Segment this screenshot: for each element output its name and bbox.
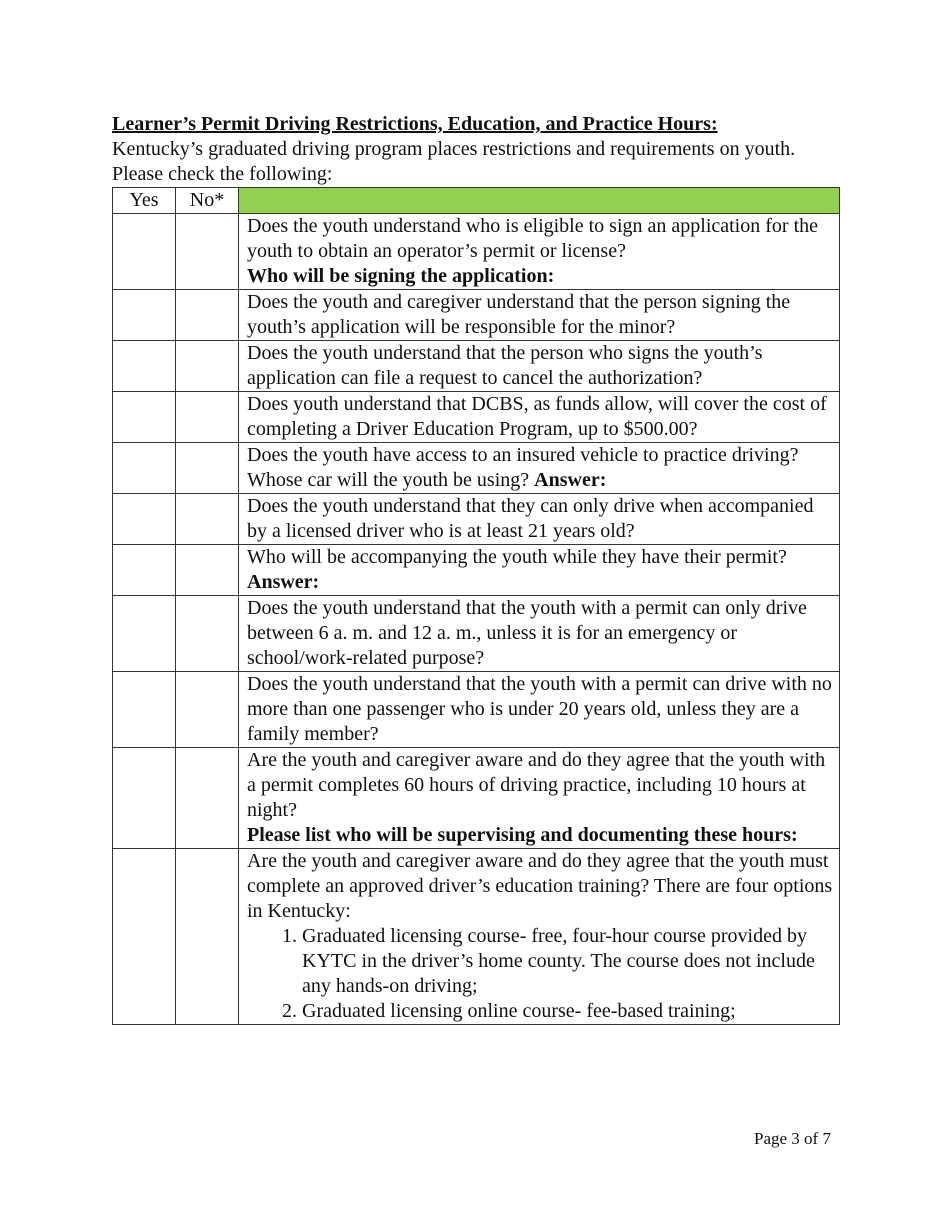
question-cell [239,494,840,545]
table-row [113,849,840,1025]
no-checkbox-cell[interactable] [176,341,239,392]
training-options-list [247,924,833,1024]
answer-prompt: Answer: [247,571,320,593]
no-checkbox-cell[interactable] [176,748,239,849]
no-checkbox-cell[interactable] [176,214,239,290]
table-row [113,214,840,290]
yes-checkbox-cell[interactable] [113,849,176,1025]
yes-column-header: Yes [113,188,176,214]
no-column-header: No* [176,188,239,214]
question-cell [239,392,840,443]
no-checkbox-cell[interactable] [176,290,239,341]
question-cell [239,596,840,672]
question-cell [239,341,840,392]
yes-checkbox-cell[interactable] [113,214,176,290]
answer-prompt: Answer: [534,469,607,491]
list-item: 2. Graduated licensing online course- fee-based training; [302,999,833,1024]
no-checkbox-cell[interactable] [176,545,239,596]
question-text: Does youth understand that DCBS, as funds allow, will cover the cost of completing a Driver Education Program, up to $500.00? [247,393,827,440]
table-row [113,596,840,672]
table-row [113,290,840,341]
question-cell [239,290,840,341]
question-text: Does the youth understand that the youth with a permit can only drive between 6 a. m. and 12 a. m., unless it is for an emergency or school/work-related purpose? [247,597,807,669]
no-checkbox-cell[interactable] [176,849,239,1025]
no-checkbox-cell[interactable] [176,672,239,748]
question-cell [239,214,840,290]
yes-checkbox-cell[interactable] [113,672,176,748]
table-row [113,545,840,596]
table-row [113,494,840,545]
table-header-row [113,188,840,214]
no-checkbox-cell[interactable] [176,392,239,443]
yes-checkbox-cell[interactable] [113,290,176,341]
question-text: Does the youth understand that the youth with a permit can drive with no more than one passenger who is under 20 years old, unless they are a family member? [247,673,832,745]
page-number: Page 3 of 7 [754,1129,831,1148]
table-row [113,392,840,443]
question-text: Does the youth understand who is eligible to sign an application for the youth to obtain an operator’s permit or license? [247,215,818,262]
yes-checkbox-cell[interactable] [113,545,176,596]
question-text: Are the youth and caregiver aware and do they agree that the youth with a permit completes 60 hours of driving practice, including 10 hours at night? [247,749,826,821]
no-checkbox-cell[interactable] [176,494,239,545]
question-cell [239,672,840,748]
yes-checkbox-cell[interactable] [113,596,176,672]
question-column-header [239,188,840,214]
table-row [113,748,840,849]
checklist-table [112,187,840,1025]
yes-checkbox-cell[interactable] [113,443,176,494]
form-section [112,112,839,1025]
table-row [113,341,840,392]
section-heading: Learner’s Permit Driving Restrictions, Education, and Practice Hours: [112,113,718,135]
question-text: Does the youth and caregiver understand that the person signing the youth’s application will be responsible for the minor? [247,291,791,338]
question-text: Are the youth and caregiver aware and do they agree that the youth must complete an approved driver’s education training? There are four options in Kentucky: [247,850,833,922]
question-cell [239,849,840,1025]
yes-checkbox-cell[interactable] [113,341,176,392]
question-text: Does the youth understand that they can only drive when accompanied by a licensed driver who is at least 21 years old? [247,495,814,542]
question-cell [239,748,840,849]
question-text: Does the youth have access to an insured vehicle to practice driving? Whose car will the youth be using? [247,444,799,491]
question-cell [239,545,840,596]
table-row [113,443,840,494]
answer-prompt: Who will be signing the application: [247,265,555,287]
answer-prompt: Please list who will be supervising and documenting these hours: [247,824,798,846]
question-text: Does the youth understand that the person who signs the youth’s application can file a request to cancel the authorization? [247,342,763,389]
table-row [113,672,840,748]
question-cell [239,443,840,494]
section-intro: Kentucky’s graduated driving program places restrictions and requirements on youth. Please check the following: [112,138,796,185]
list-item: 1. Graduated licensing course- free, four-hour course provided by KYTC in the driver’s home county. The course does not include any hands-on driving; [302,924,833,999]
yes-checkbox-cell[interactable] [113,392,176,443]
yes-checkbox-cell[interactable] [113,494,176,545]
no-checkbox-cell[interactable] [176,596,239,672]
yes-checkbox-cell[interactable] [113,748,176,849]
question-text: Who will be accompanying the youth while they have their permit? [247,546,787,568]
no-checkbox-cell[interactable] [176,443,239,494]
